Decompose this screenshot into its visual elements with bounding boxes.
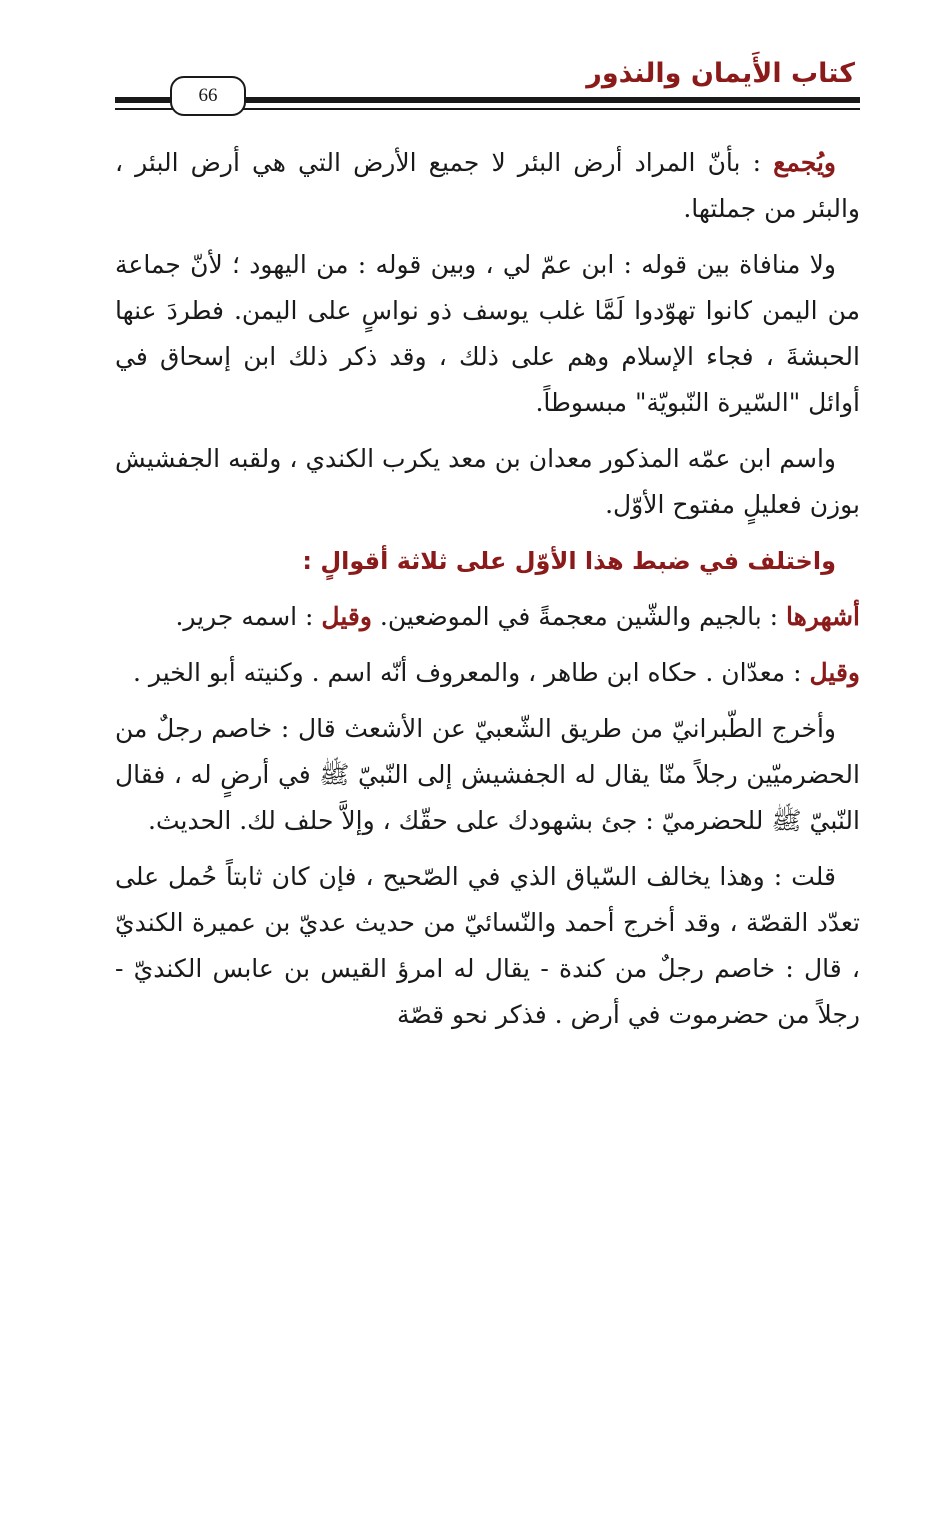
paragraph-text-2: : اسمه جرير. bbox=[175, 602, 322, 631]
paragraph-lead: ويُجمع bbox=[773, 148, 836, 177]
paragraph bbox=[115, 594, 860, 640]
paragraph bbox=[115, 854, 860, 1038]
paragraph-text: ولا منافاة بين قوله : ابن عمّ لي ، وبين قوله : من اليهود ؛ لأنّ جماعة من اليمن كانوا تهوّدوا لَمَّا غلب يوسف ذو نواسٍ على اليمن. فطردَ عنها الحبشةَ ، فجاء الإسلام وهم على ذلك ، وقد ذكر ذلك ابن إسحاق في أوائل "السّيرة النّبويّة" مبسوطاً. bbox=[115, 250, 860, 417]
paragraph-text: وأخرج الطّبرانيّ من طريق الشّعبيّ عن الأشعث قال : خاصم رجلٌ من الحضرميّين رجلاً منّا يقال له الجفشيش إلى النّبيّ ﷺ في أرضٍ له ، فقال النّبيّ ﷺ للحضرميّ : جئ بشهودك على حقّك ، وإلاَّ حلف لك. الحديث. bbox=[115, 714, 860, 835]
paragraph bbox=[115, 650, 860, 696]
paragraph bbox=[115, 436, 860, 528]
paragraph-text: : معدّان . حكاه ابن طاهر ، والمعروف أنّه اسم . وكنيته أبو الخير . bbox=[133, 658, 810, 687]
body-text bbox=[115, 140, 860, 1048]
paragraph-text: : بأنّ المراد أرض البئر لا جميع الأرض التي هي أرض البئر ، والبئر من جملتها. bbox=[115, 148, 860, 223]
paragraph bbox=[115, 242, 860, 426]
paragraph-text: : بالجيم والشّين معجمةً في الموضعين. bbox=[371, 602, 786, 631]
section-heading: واختلف في ضبط هذا الأوّل على ثلاثة أقوالٍ : bbox=[302, 547, 836, 575]
paragraph-text: قلت : وهذا يخالف السّياق الذي في الصّحيح ، فإن كان ثابتاً حُمل على تعدّد القصّة ، وقد أخرج أحمد والنّسائيّ من حديث عديّ بن عميرة الكنديّ ، قال : خاصم رجلٌ من كندة - يقال له امرؤ القيس بن عابس الكنديّ - رجلاً من حضرموت في أرض . فذكر نحو قصّة bbox=[115, 862, 860, 1029]
paragraph-text: واسم ابن عمّه المذكور معدان بن معد يكرب الكندي ، ولقبه الجفشيش بوزن فعليلٍ مفتوح الأوّل. bbox=[115, 444, 860, 519]
paragraph bbox=[115, 140, 860, 232]
page-number: 66 bbox=[170, 76, 246, 116]
paragraph-lead: وقيل bbox=[809, 658, 860, 687]
book-title: كتاب الأَيمان والنذور bbox=[586, 58, 855, 89]
paragraph bbox=[115, 706, 860, 844]
paragraph-lead-2: وقيل bbox=[321, 602, 372, 631]
paragraph-lead: أشهرها bbox=[785, 602, 860, 631]
